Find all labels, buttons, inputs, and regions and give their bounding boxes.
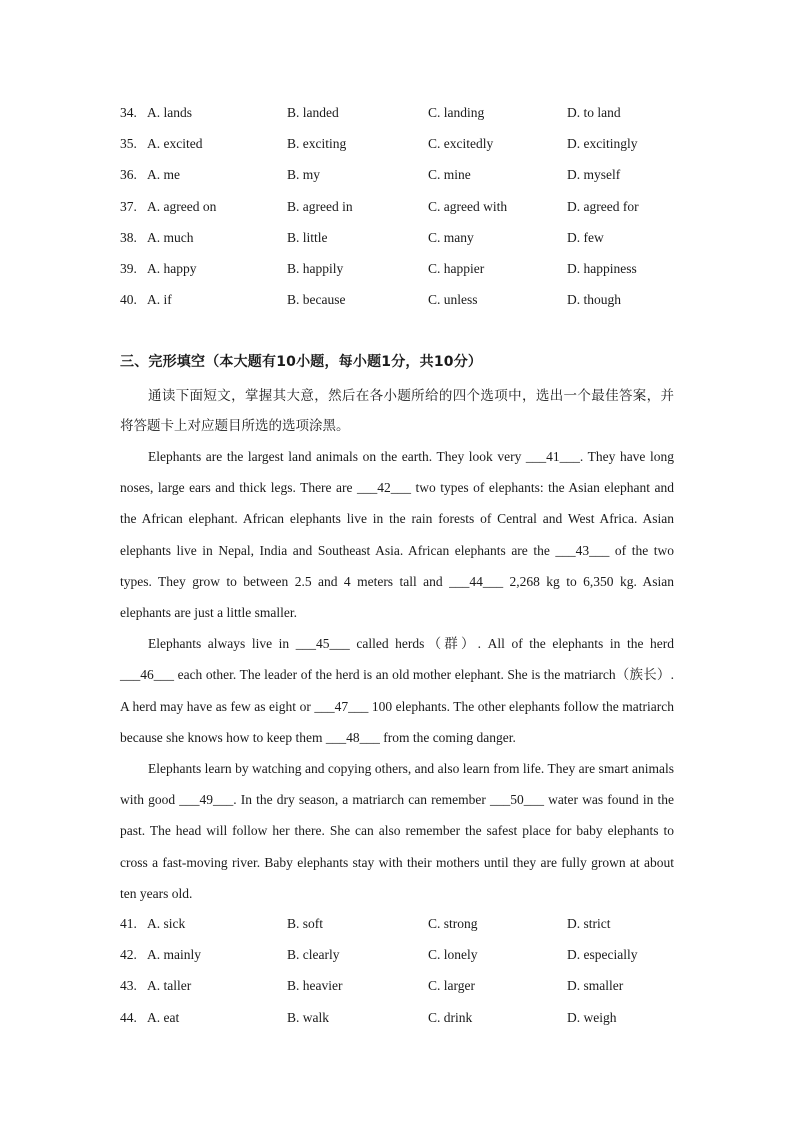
option-a: A. agreed on (147, 198, 217, 214)
option-c: C. strong (428, 916, 478, 931)
blank-44: ___44___ (449, 573, 504, 589)
question-number: 43. (120, 978, 137, 994)
question-35-options (120, 128, 680, 159)
question-number: 39. (120, 260, 137, 276)
question-number: 38. (120, 229, 137, 245)
option-c: C. many (428, 229, 474, 245)
blank-45: ___45___ (295, 636, 350, 652)
option-a: A. mainly (147, 947, 201, 963)
question-44-options (120, 1002, 680, 1033)
question-number: 35. (120, 136, 137, 152)
option-b: B. clearly (287, 947, 340, 963)
cloze-passage (120, 441, 674, 909)
blank-41: ___41___ (525, 449, 580, 464)
section-heading: 三、完形填空（本大题有10小题，每小题1分，共10分） (120, 354, 483, 370)
passage-paragraph-3: Elephants learn by watching and copying others, and also learn from life. They are smart animals with good ___49___. In the dry season, a matriarch can remember ___50___ water was found in the past. The head will follow her there. She can also remember the safest place for baby elephants to cross a fast-moving river. Baby elephants stay with their mothers until they are fully grown at about ten years old. (120, 761, 675, 901)
option-a: A. lands (147, 105, 192, 120)
option-d: D. myself (567, 167, 621, 183)
blank-47: ___47___ (314, 698, 369, 714)
option-c: C. larger (428, 978, 475, 994)
option-a: A. much (147, 229, 194, 245)
question-38-options (120, 222, 680, 253)
blank-43: ___43___ (555, 542, 610, 558)
option-b: B. soft (287, 916, 324, 931)
question-number: 41. (120, 916, 137, 931)
option-a: A. happy (147, 260, 197, 276)
option-d: D. smaller (567, 978, 624, 994)
option-b: B. my (287, 167, 321, 183)
option-d: D. weigh (567, 1009, 617, 1025)
blank-48: ___48___ (325, 729, 380, 745)
option-a: A. sick (147, 916, 186, 931)
question-37-options (120, 191, 680, 222)
option-d: D. though (567, 292, 621, 308)
option-c: C. drink (428, 1009, 473, 1025)
option-a: A. if (147, 292, 172, 308)
option-b: B. happily (287, 260, 344, 276)
option-c: C. landing (428, 105, 485, 120)
option-a: A. taller (147, 978, 192, 994)
option-c: C. unless (428, 292, 478, 308)
question-39-options (120, 253, 680, 284)
option-a: A. me (147, 167, 180, 183)
section-instruction: 通读下面短文，掌握其大意，然后在各小题所给的四个选项中，选出一个最佳答案，并将答题卡上对应题目所选的选项涂黑。 (120, 388, 674, 434)
blank-50: ___50___ (489, 792, 544, 808)
question-40-options (120, 284, 680, 315)
option-d: D. to land (567, 105, 621, 120)
question-number: 40. (120, 292, 137, 308)
question-number: 42. (120, 947, 137, 963)
passage-paragraph-2: Elephants always live in ___45___ called herds（群）. All of the elephants in the herd ___46___ each other. The leader of the herd is an old mother elephant. She is the matriarch（族长）. A herd may have as few as eight or ___47___ 100 elephants. The other elephants follow the matriarch because she knows how to keep them ___48___ from the coming danger. (120, 636, 675, 745)
blank-49: ___49___ (179, 792, 234, 808)
question-number: 36. (120, 167, 137, 183)
blank-46: ___46___ (120, 667, 174, 683)
option-c: C. mine (428, 167, 471, 183)
option-c: C. happier (428, 260, 485, 276)
option-a: A. excited (147, 136, 203, 152)
question-number: 44. (120, 1009, 137, 1025)
option-b: B. little (287, 229, 328, 245)
passage-paragraph-1: Elephants are the largest land animals on the earth. They look very ___41___. They have long noses, large ears and thick legs. There are ___42___ two types of elephants: the Asian elephant and the African elephant. African elephants live in the rain forests of Central and West Africa. Asian elephants live in Nepal, India and Southeast Asia. African elephants are the ___43___ of the two types. They grow to between 2.5 and 4 meters tall and ___44___ 2,268 kg to 6,350 kg. Asian elephants are just a little smaller. (120, 449, 675, 621)
option-d: D. excitingly (567, 136, 638, 152)
question-number: 37. (120, 198, 137, 214)
option-b: B. exciting (287, 136, 347, 152)
question-34-options (120, 97, 680, 128)
question-36-options (120, 159, 680, 190)
option-d: D. agreed for (567, 198, 639, 214)
options-block-41-44 (120, 908, 680, 1033)
question-43-options (120, 970, 680, 1001)
option-d: D. happiness (567, 260, 637, 276)
option-a: A. eat (147, 1009, 180, 1025)
blank-42: ___42___ (356, 480, 411, 496)
option-d: D. few (567, 229, 604, 245)
option-b: B. heavier (287, 978, 343, 994)
option-b: B. agreed in (287, 198, 353, 214)
option-b: B. because (287, 292, 346, 308)
question-42-options (120, 939, 680, 970)
question-number: 34. (120, 105, 137, 120)
option-b: B. landed (287, 105, 339, 120)
option-b: B. walk (287, 1009, 329, 1025)
option-d: D. especially (567, 947, 638, 963)
question-41-options (120, 908, 680, 939)
option-d: D. strict (567, 916, 611, 931)
options-block-34-40 (120, 97, 680, 315)
option-c: C. agreed with (428, 198, 508, 214)
option-c: C. excitedly (428, 136, 494, 152)
option-c: C. lonely (428, 947, 478, 963)
